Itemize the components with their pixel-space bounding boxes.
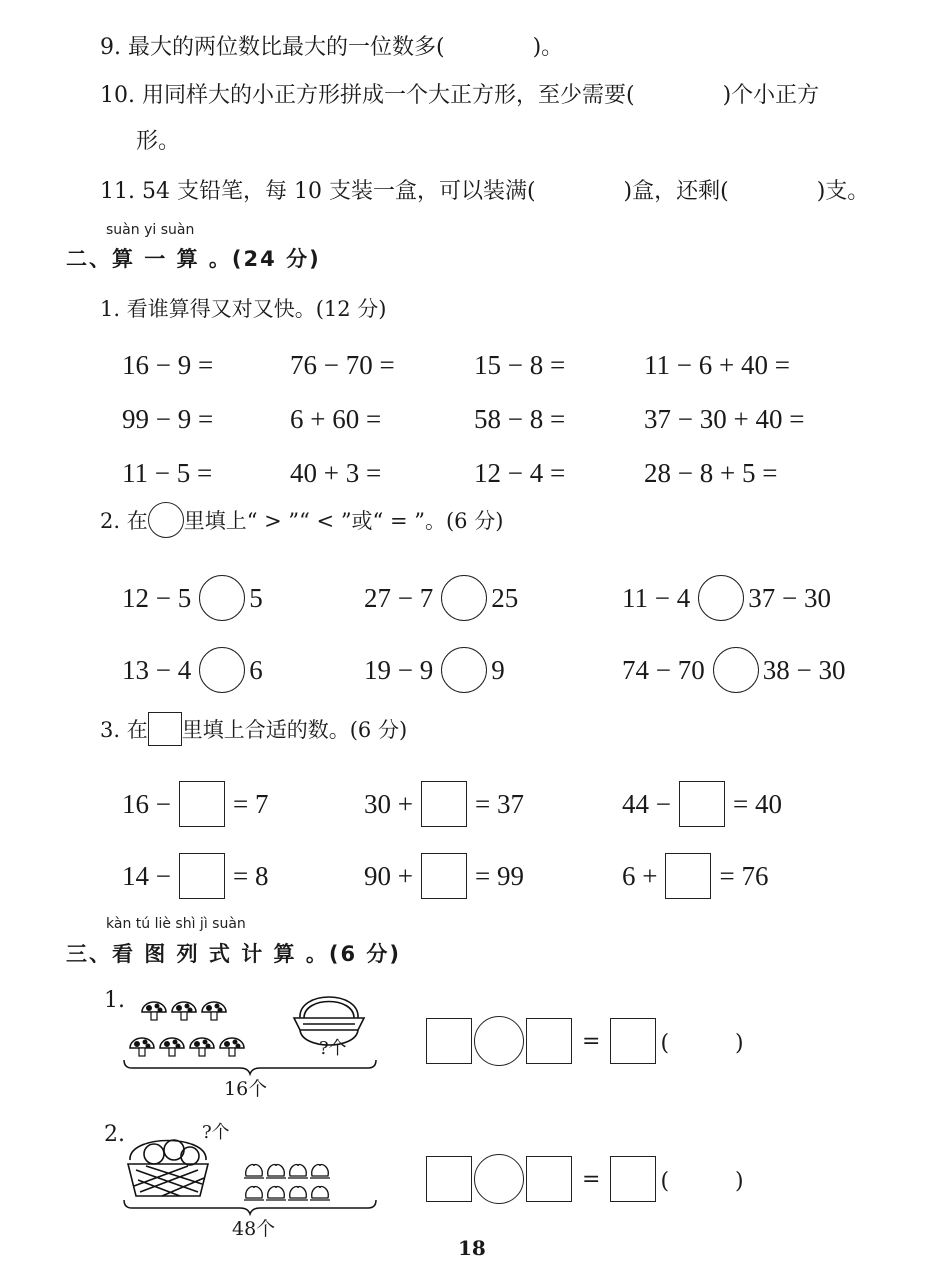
compare-left: 13 − 4 xyxy=(122,654,192,685)
answer-box[interactable] xyxy=(179,853,225,899)
fill-row-2 xyxy=(122,840,782,912)
calc-item: 15 − 8 = xyxy=(474,349,566,380)
calc-grid xyxy=(122,338,804,500)
question-10-line2: 形。 xyxy=(136,129,181,154)
calc-item: 16 − 9 = xyxy=(122,349,214,380)
subquestion-3 xyxy=(100,712,407,746)
compare-left: 12 − 5 xyxy=(122,582,192,613)
peach-icon xyxy=(288,1186,308,1200)
equals-sign: = xyxy=(582,1166,601,1192)
fill-item xyxy=(122,853,364,899)
subquestion-2-suffix: 里填上“ > ”“ < ”或“ = ”。(6 分) xyxy=(183,509,504,533)
compare-item xyxy=(364,575,622,621)
compare-item xyxy=(622,647,845,693)
fill-item xyxy=(122,781,364,827)
answer-box[interactable] xyxy=(665,853,711,899)
subquestion-1: 1. 看谁算得又对又快。(12 分) xyxy=(100,297,387,321)
answer-circle[interactable] xyxy=(441,575,487,621)
mushroom-icon xyxy=(160,1038,184,1056)
problem-2-label: 2. xyxy=(104,1122,125,1147)
calc-row-3 xyxy=(122,446,804,500)
problem-1-total: 16个 xyxy=(224,1078,268,1100)
question-11: 11. 54 支铅笔，每 10 支装一盒，可以装满( )盒，还剩( )支。 xyxy=(100,179,870,204)
fill-right: = 37 xyxy=(474,788,524,819)
fill-left: 16 − xyxy=(122,788,171,819)
section3-pinyin: kàn tú liè shì jì suàn xyxy=(106,916,246,932)
mushroom-icon xyxy=(202,1002,226,1020)
answer-circle[interactable] xyxy=(441,647,487,693)
compare-row-1 xyxy=(122,562,845,634)
fill-item xyxy=(364,853,622,899)
compare-row-2 xyxy=(122,634,845,706)
section2-title: 二、算 一 算 。(24 分) xyxy=(66,247,321,271)
compare-right: 38 − 30 xyxy=(762,654,846,685)
problem-1-question: ?个 xyxy=(319,1038,347,1059)
calc-item: 37 − 30 + 40 = xyxy=(644,403,805,434)
subquestion-2-prefix: 2. 在 xyxy=(100,509,148,533)
equals-sign: = xyxy=(582,1028,601,1054)
fill-right: = 8 xyxy=(232,860,269,891)
equation-1 xyxy=(426,1016,744,1066)
compare-item xyxy=(622,575,831,621)
fill-left: 14 − xyxy=(122,860,171,891)
mushroom-icon xyxy=(190,1038,214,1056)
calc-item: 58 − 8 = xyxy=(474,403,566,434)
peach-icon xyxy=(266,1164,286,1178)
compare-right: 9 xyxy=(491,654,505,685)
peach-icon xyxy=(310,1164,330,1178)
answer-circle[interactable] xyxy=(199,575,245,621)
compare-left: 27 − 7 xyxy=(364,582,434,613)
calc-item: 40 + 3 = xyxy=(290,457,382,488)
peach-icon xyxy=(266,1186,286,1200)
compare-item xyxy=(122,647,364,693)
peach-icon xyxy=(244,1164,264,1178)
fill-right: = 76 xyxy=(719,860,769,891)
fill-right: = 99 xyxy=(474,860,524,891)
calc-item: 76 − 70 = xyxy=(290,349,395,380)
fill-left: 90 + xyxy=(364,860,413,891)
compare-left: 19 − 9 xyxy=(364,654,434,685)
calc-row-1 xyxy=(122,338,804,392)
unit-blank[interactable]: ( ) xyxy=(660,1030,744,1056)
section2-pinyin: suàn yi suàn xyxy=(106,222,195,238)
answer-box[interactable] xyxy=(421,781,467,827)
subquestion-3-suffix: 里填上合适的数。(6 分) xyxy=(181,718,408,742)
peach-icon xyxy=(310,1186,330,1200)
equation-box[interactable] xyxy=(610,1156,656,1202)
answer-box[interactable] xyxy=(179,781,225,827)
fill-right: = 7 xyxy=(232,788,269,819)
question-9: 9. 最大的两位数比最大的一位数多( )。 xyxy=(100,35,564,60)
compare-left: 11 − 4 xyxy=(622,582,691,613)
circle-icon xyxy=(148,502,184,538)
calc-item: 11 − 5 = xyxy=(122,457,213,488)
mushroom-icon xyxy=(130,1038,154,1056)
calc-item: 11 − 6 + 40 = xyxy=(644,349,790,380)
subquestion-2 xyxy=(100,502,503,538)
fill-left: 44 − xyxy=(622,788,671,819)
mushroom-icon-group xyxy=(130,1002,244,1056)
section3-title: 三、看 图 列 式 计 算 。(6 分) xyxy=(66,942,401,966)
answer-box[interactable] xyxy=(679,781,725,827)
compare-right: 5 xyxy=(249,582,263,613)
unit-blank[interactable]: ( ) xyxy=(660,1168,744,1194)
equation-box[interactable] xyxy=(426,1156,472,1202)
equation-box[interactable] xyxy=(426,1018,472,1064)
problem-1-label: 1. xyxy=(104,988,125,1013)
calc-item: 6 + 60 = xyxy=(290,403,382,434)
subquestion-3-prefix: 3. 在 xyxy=(100,718,148,742)
compare-grid xyxy=(122,562,845,706)
peach-icon xyxy=(288,1164,308,1178)
equation-circle[interactable] xyxy=(474,1016,524,1066)
brace-icon xyxy=(124,1060,376,1074)
compare-item xyxy=(364,647,622,693)
fill-item xyxy=(622,781,782,827)
answer-circle[interactable] xyxy=(713,647,759,693)
calc-row-2 xyxy=(122,392,804,446)
fill-row-1 xyxy=(122,768,782,840)
fill-left: 30 + xyxy=(364,788,413,819)
answer-circle[interactable] xyxy=(199,647,245,693)
answer-box[interactable] xyxy=(421,853,467,899)
calc-item: 99 − 9 = xyxy=(122,403,214,434)
fill-item xyxy=(622,853,768,899)
equation-box[interactable] xyxy=(526,1018,572,1064)
page-number: 18 xyxy=(458,1236,486,1260)
compare-right: 25 xyxy=(491,582,519,613)
calc-item: 12 − 4 = xyxy=(474,457,566,488)
fill-left: 6 + xyxy=(622,860,658,891)
fill-right: = 40 xyxy=(732,788,782,819)
mushroom-icon xyxy=(220,1038,244,1056)
mushroom-icon xyxy=(172,1002,196,1020)
peach-icon xyxy=(244,1186,264,1200)
equation-box[interactable] xyxy=(526,1156,572,1202)
compare-right: 6 xyxy=(249,654,263,685)
compare-right: 37 − 30 xyxy=(748,582,831,613)
basket-peach-icon xyxy=(128,1140,208,1196)
answer-circle[interactable] xyxy=(698,575,744,621)
peach-icon-group xyxy=(244,1164,330,1200)
question-10-line1: 10. 用同样大的小正方形拼成一个大正方形，至少需要( )个小正方 xyxy=(100,83,820,108)
equation-box[interactable] xyxy=(610,1018,656,1064)
fill-grid xyxy=(122,768,782,912)
compare-item xyxy=(122,575,364,621)
mushroom-icon xyxy=(142,1002,166,1020)
equation-2 xyxy=(426,1154,744,1204)
square-icon xyxy=(148,712,182,746)
compare-left: 74 − 70 xyxy=(622,654,705,685)
problem-2-total: 48个 xyxy=(232,1218,276,1240)
brace-icon xyxy=(124,1200,376,1214)
problem-2-question: ?个 xyxy=(202,1122,230,1143)
fill-item xyxy=(364,781,622,827)
calc-item: 28 − 8 + 5 = xyxy=(644,457,778,488)
equation-circle[interactable] xyxy=(474,1154,524,1204)
